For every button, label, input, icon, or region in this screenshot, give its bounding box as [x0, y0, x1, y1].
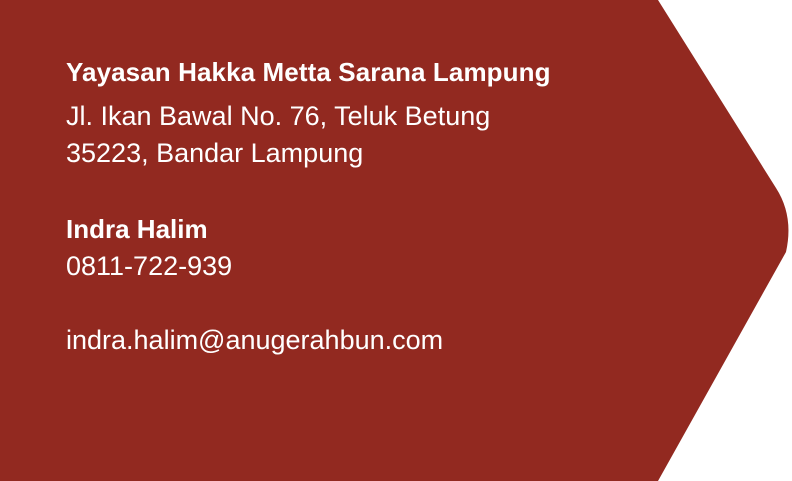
- address: [66, 98, 706, 172]
- address-line-2: 35223, Bandar Lampung: [66, 138, 364, 168]
- address-line-1: Jl. Ikan Bawal No. 76, Teluk Betung: [66, 101, 491, 131]
- phone-number[interactable]: 0811-722-939: [66, 251, 233, 281]
- contact-info: [66, 54, 706, 359]
- email-address[interactable]: indra.halim@anugerahbun.com: [66, 325, 444, 355]
- contact-name: Indra Halim: [66, 214, 208, 244]
- organization-name: Yayasan Hakka Metta Sarana Lampung: [66, 57, 551, 87]
